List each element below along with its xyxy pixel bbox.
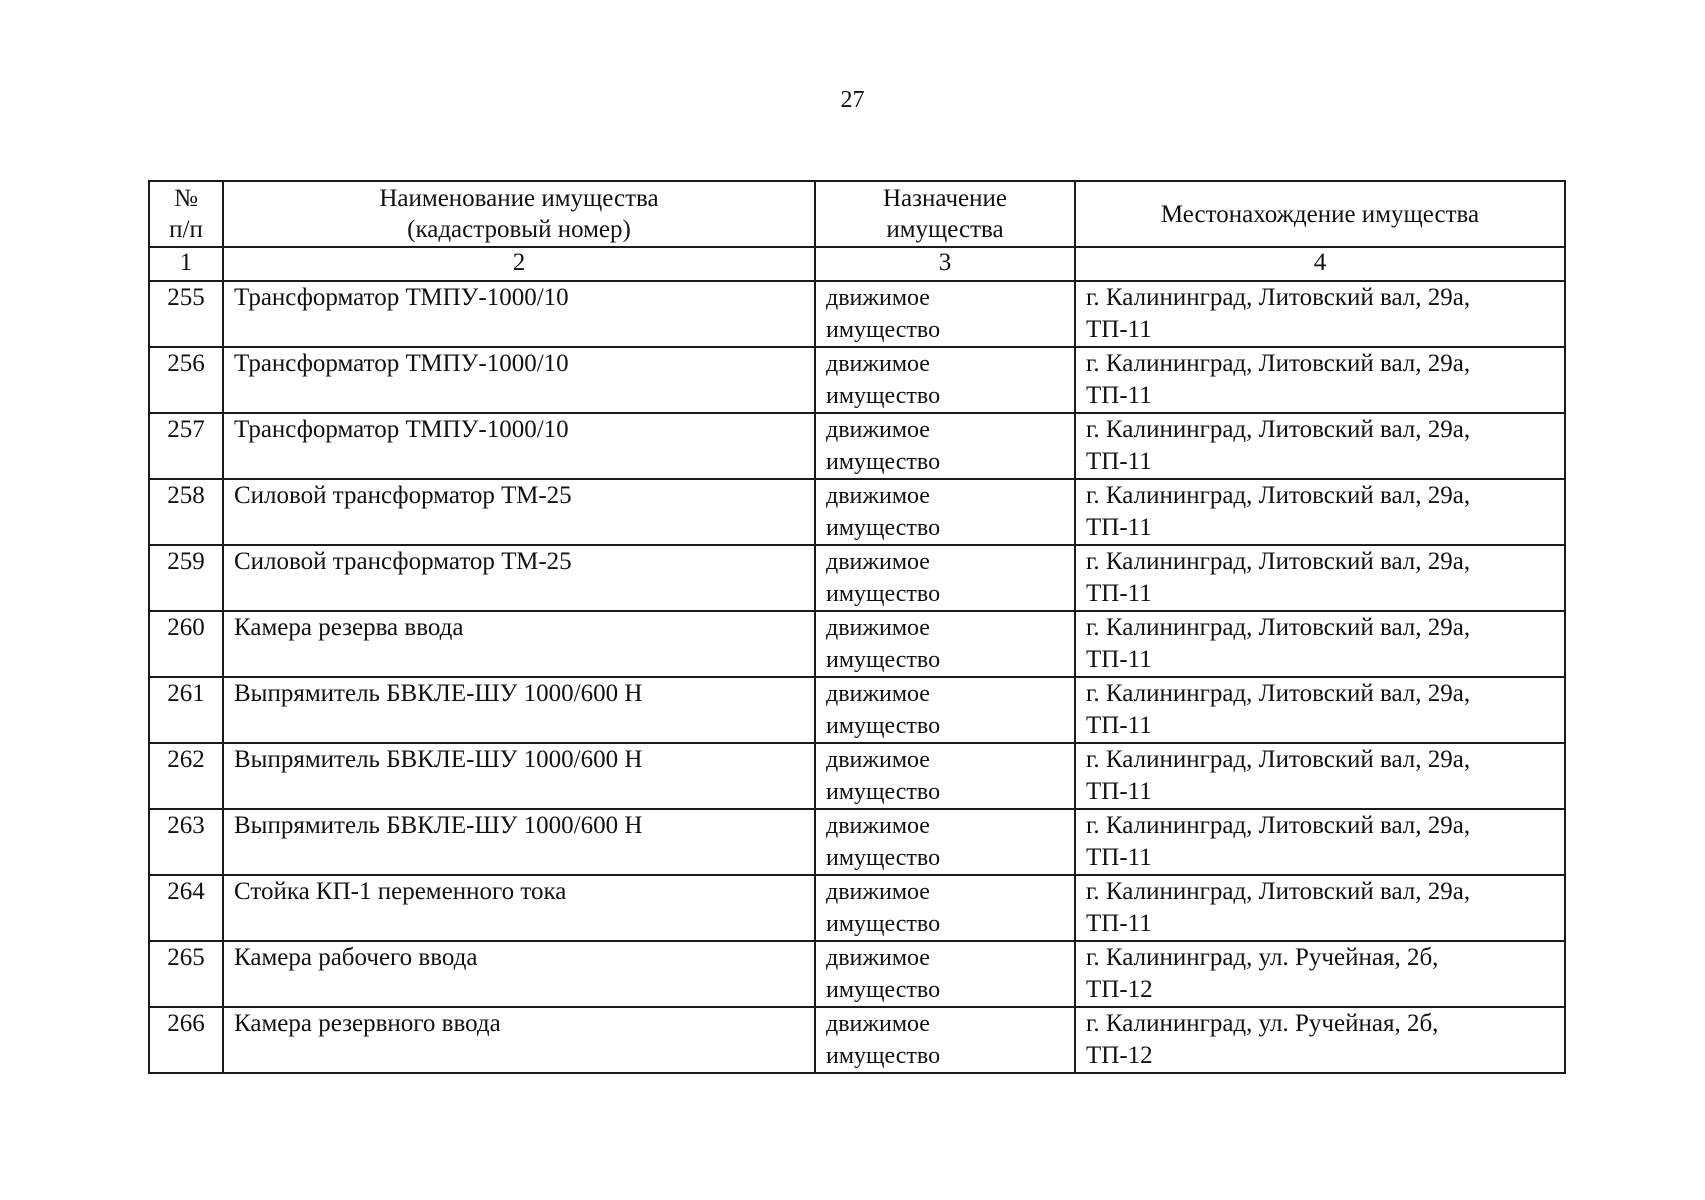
- row-number: 262: [149, 743, 223, 809]
- location-line2: ТП-11: [1086, 448, 1152, 475]
- property-purpose: [815, 677, 1075, 743]
- property-purpose: [815, 809, 1075, 875]
- row-number: 266: [149, 1007, 223, 1073]
- property-location: [1075, 875, 1565, 941]
- property-location: [1075, 611, 1565, 677]
- location-line1: г. Калининград, Литовский вал, 29а,: [1086, 482, 1471, 509]
- location-line2: ТП-11: [1086, 580, 1152, 607]
- property-name: Камера резервного ввода: [223, 1007, 815, 1073]
- header-location: Местонахождение имущества: [1075, 181, 1565, 247]
- purpose-line1: движимое: [826, 681, 930, 707]
- purpose-line2: имущество: [826, 449, 941, 475]
- header-num-line2: п/п: [169, 216, 203, 243]
- property-name: Трансформатор ТМПУ-1000/10: [223, 281, 815, 347]
- purpose-line1: движимое: [826, 1011, 930, 1037]
- purpose-line1: движимое: [826, 549, 930, 575]
- property-purpose: [815, 413, 1075, 479]
- table-row: [149, 677, 1565, 743]
- location-line2: ТП-12: [1086, 976, 1153, 1003]
- location-line2: ТП-11: [1086, 382, 1152, 409]
- table-row: [149, 611, 1565, 677]
- property-purpose: [815, 611, 1075, 677]
- table-row: [149, 281, 1565, 347]
- purpose-line2: имущество: [826, 515, 941, 541]
- property-purpose: [815, 941, 1075, 1007]
- property-location: [1075, 941, 1565, 1007]
- column-index-row: [149, 247, 1565, 281]
- property-location: [1075, 545, 1565, 611]
- property-name: Выпрямитель БВКЛЕ-ШУ 1000/600 Н: [223, 809, 815, 875]
- purpose-line1: движимое: [826, 813, 930, 839]
- purpose-line2: имущество: [826, 713, 941, 739]
- page-number: 27: [840, 87, 865, 113]
- property-name: Силовой трансформатор ТМ-25: [223, 479, 815, 545]
- purpose-line1: движимое: [826, 747, 930, 773]
- location-line1: г. Калининград, Литовский вал, 29а,: [1086, 350, 1471, 377]
- table-row: [149, 743, 1565, 809]
- column-index-1: 1: [149, 247, 223, 281]
- purpose-line2: имущество: [826, 647, 941, 673]
- purpose-line2: имущество: [826, 581, 941, 607]
- table-row: [149, 347, 1565, 413]
- row-number: 261: [149, 677, 223, 743]
- purpose-line1: движимое: [826, 615, 930, 641]
- header-num: [149, 181, 223, 247]
- location-line2: ТП-11: [1086, 910, 1152, 937]
- location-line2: ТП-11: [1086, 712, 1152, 739]
- row-number: 258: [149, 479, 223, 545]
- property-name: Камера резерва ввода: [223, 611, 815, 677]
- purpose-line2: имущество: [826, 383, 941, 409]
- header-name-line2: (кадастровый номер): [407, 216, 631, 243]
- column-index-4: 4: [1075, 247, 1565, 281]
- property-location: [1075, 281, 1565, 347]
- purpose-line2: имущество: [826, 779, 941, 805]
- property-name: Выпрямитель БВКЛЕ-ШУ 1000/600 Н: [223, 677, 815, 743]
- property-purpose: [815, 743, 1075, 809]
- row-number: 265: [149, 941, 223, 1007]
- property-location: [1075, 413, 1565, 479]
- purpose-line1: движимое: [826, 285, 930, 311]
- location-line1: г. Калининград, Литовский вал, 29а,: [1086, 878, 1471, 905]
- table-body: [149, 281, 1565, 1073]
- location-line2: ТП-11: [1086, 514, 1152, 541]
- property-name: Стойка КП-1 переменного тока: [223, 875, 815, 941]
- location-line2: ТП-11: [1086, 778, 1152, 805]
- property-name: Силовой трансформатор ТМ-25: [223, 545, 815, 611]
- purpose-line2: имущество: [826, 911, 941, 937]
- location-line1: г. Калининград, Литовский вал, 29а,: [1086, 548, 1471, 575]
- property-location: [1075, 809, 1565, 875]
- location-line1: г. Калининград, Литовский вал, 29а,: [1086, 284, 1471, 311]
- location-line2: ТП-11: [1086, 316, 1152, 343]
- purpose-line1: движимое: [826, 879, 930, 905]
- header-name: [223, 181, 815, 247]
- property-purpose: [815, 875, 1075, 941]
- table-row: [149, 479, 1565, 545]
- property-purpose: [815, 1007, 1075, 1073]
- property-name: Камера рабочего ввода: [223, 941, 815, 1007]
- header-num-line1: №: [174, 185, 198, 212]
- location-line1: г. Калининград, ул. Ручейная, 2б,: [1086, 1010, 1439, 1037]
- row-number: 256: [149, 347, 223, 413]
- table-row: [149, 809, 1565, 875]
- location-line1: г. Калининград, Литовский вал, 29а,: [1086, 614, 1471, 641]
- row-number: 259: [149, 545, 223, 611]
- header-purpose-line1: Назначение: [882, 185, 1008, 212]
- property-table: [148, 180, 1566, 1074]
- location-line1: г. Калининград, ул. Ручейная, 2б,: [1086, 944, 1439, 971]
- purpose-line2: имущество: [826, 1043, 941, 1069]
- row-number: 263: [149, 809, 223, 875]
- header-purpose: [815, 181, 1075, 247]
- column-index-2: 2: [223, 247, 815, 281]
- purpose-line2: имущество: [826, 977, 941, 1003]
- row-number: 260: [149, 611, 223, 677]
- location-line1: г. Калининград, Литовский вал, 29а,: [1086, 680, 1471, 707]
- property-name: Трансформатор ТМПУ-1000/10: [223, 413, 815, 479]
- purpose-line1: движимое: [826, 483, 930, 509]
- row-number: 257: [149, 413, 223, 479]
- table-header-row: [149, 181, 1565, 247]
- property-location: [1075, 677, 1565, 743]
- table-row: [149, 941, 1565, 1007]
- purpose-line1: движимое: [826, 945, 930, 971]
- row-number: 255: [149, 281, 223, 347]
- property-purpose: [815, 479, 1075, 545]
- location-line1: г. Калининград, Литовский вал, 29а,: [1086, 812, 1471, 839]
- property-purpose: [815, 347, 1075, 413]
- purpose-line1: движимое: [826, 351, 930, 377]
- property-location: [1075, 347, 1565, 413]
- property-purpose: [815, 545, 1075, 611]
- location-line2: ТП-12: [1086, 1042, 1153, 1069]
- table-row: [149, 545, 1565, 611]
- property-name: Трансформатор ТМПУ-1000/10: [223, 347, 815, 413]
- location-line1: г. Калининград, Литовский вал, 29а,: [1086, 416, 1471, 443]
- table-row: [149, 875, 1565, 941]
- location-line2: ТП-11: [1086, 646, 1152, 673]
- location-line2: ТП-11: [1086, 844, 1152, 871]
- column-index-3: 3: [815, 247, 1075, 281]
- property-location: [1075, 479, 1565, 545]
- header-name-line1: Наименование имущества: [379, 185, 659, 212]
- property-location: [1075, 1007, 1565, 1073]
- property-purpose: [815, 281, 1075, 347]
- property-name: Выпрямитель БВКЛЕ-ШУ 1000/600 Н: [223, 743, 815, 809]
- table-row: [149, 413, 1565, 479]
- purpose-line2: имущество: [826, 317, 941, 343]
- purpose-line1: движимое: [826, 417, 930, 443]
- purpose-line2: имущество: [826, 845, 941, 871]
- header-purpose-line2: имущества: [886, 216, 1004, 243]
- row-number: 264: [149, 875, 223, 941]
- table-row: [149, 1007, 1565, 1073]
- property-location: [1075, 743, 1565, 809]
- location-line1: г. Калининград, Литовский вал, 29а,: [1086, 746, 1471, 773]
